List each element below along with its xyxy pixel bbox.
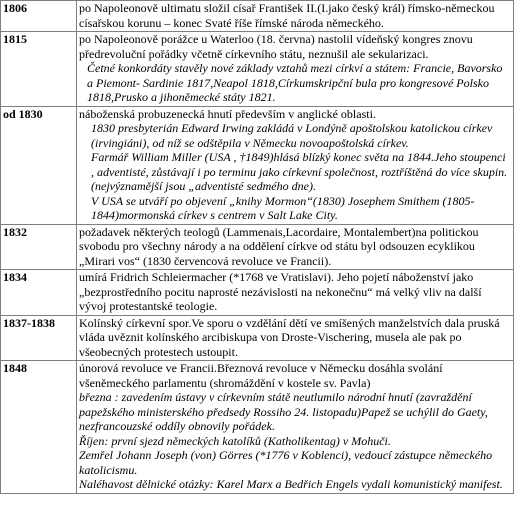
year-cell: 1806 (1, 1, 77, 32)
event-note: Četné konkordáty stavěly nové základy vztahů mezi církví a státem: Francie, Bavorsko a Piemont- Sardinie 1817,Neapol 1818,Církumskripční bula pro kongresové Polsko 1818,Prusko a jihoněmecké státy 1821. (87, 61, 503, 104)
event-note: Říjen: první sjezd německých katolíků (Katholikentag) v Mohuči. (79, 433, 391, 448)
table-row (1, 270, 514, 316)
event-text: požadavek některých teologů (Lammenais,Lacordaire, Montalembert)na politickou svobodu pro všechny národy a na oddělení církve od státu byl odsouzen ecyklikou „Mirari vos“ (1830 červencová revoluce ve Francii). (79, 224, 479, 268)
event-cell (77, 270, 514, 316)
event-note: Naléhavost dělnické otázky: Karel Marx a Bedřich Engels vydali komunistický manifest. (79, 477, 503, 491)
event-cell (77, 224, 514, 270)
year-cell: 1834 (1, 270, 77, 316)
event-note: Zemřel Johann Joseph (von) Görres (*1776 v Koblenci), vedoucí zástupce německého katolicismu. (79, 448, 493, 477)
event-cell (77, 106, 514, 224)
event-cell (77, 32, 514, 107)
event-cell (77, 1, 514, 32)
table-row (1, 361, 514, 494)
year-cell: 1837-1838 (1, 315, 77, 361)
event-cell (77, 361, 514, 494)
table-row (1, 224, 514, 270)
year-cell: 1848 (1, 361, 77, 494)
event-note: března : zavedením ústavy v církevním státě neutlumilo národní hnutí (zavraždění papežského ministerského předsedy Rossiho 24. listopadu)Papež se uchýlil do Gaety, nezfrancouzské oddíly obnovily pořádek. (79, 390, 488, 433)
year-cell: 1832 (1, 224, 77, 270)
event-text: po Napoleonově ultimatu složil císař František II.(I.jako český král) římsko-německou císařskou korunu – konec Svaté říše římské národa německého. (79, 1, 495, 30)
event-text: únorová revoluce ve Francii.Březnová revoluce v Německu dosáhla svolání všeněmeckého parlamentu (shromáždění v kostele sv. Pavla) (79, 361, 443, 390)
table-row (1, 32, 514, 107)
event-text: umírá Fridrich Schleiermacher (*1768 ve Vratislavi). Jeho pojetí náboženství jako „bezprostředního pocitu naprosté nezávislosti na nekonečnu“ má velký vliv na další vývoj protestantské teologie. (79, 270, 482, 313)
table-row (1, 315, 514, 361)
event-text: Kolínský církevní spor.Ve sporu o vzdělání dětí ve smíšených manželstvích dala pruská vláda uvěznit kolínského arcibiskupa von Droste-Vischering, musela ale pak po všeobecných protestech ustoupit. (79, 315, 500, 359)
year-cell: 1815 (1, 32, 77, 107)
table-row (1, 106, 514, 224)
event-note: V USA se utváří po objevení „knihy Mormon“(1830) Josephem Smithem (1805-1844)mormonská církev s centrem v Salt Lake City. (91, 193, 475, 222)
event-note: Farmář William Miller (USA , †1849)hlásá blízký konec světa na 1844.Jeho stoupenci , adventisté, zůstávají i po terminu jako církevní společnost, roztříštěná do více skupin.(nejvýznamější jsou „adventisté sedmého dne). (91, 150, 508, 193)
event-cell (77, 315, 514, 361)
event-note: 1830 presbyterián Edward Irwing zakládá v Londýně apoštolskou katolickou církev (irvingiáni), od níž se odštěpila v Německu novoapoštolská církev. (91, 121, 493, 150)
year-cell: od 1830 (1, 106, 77, 224)
event-text: po Napoleonově porážce u Waterloo (18. června) nastolil vídeňský kongres znovu předrevoluční pořádky včetně církevního státu, neznušil ale sekularizaci. (79, 32, 473, 61)
event-text: náboženská probuzenecká hnutí především v anglické oblasti. (79, 106, 376, 121)
table-row (1, 1, 514, 32)
